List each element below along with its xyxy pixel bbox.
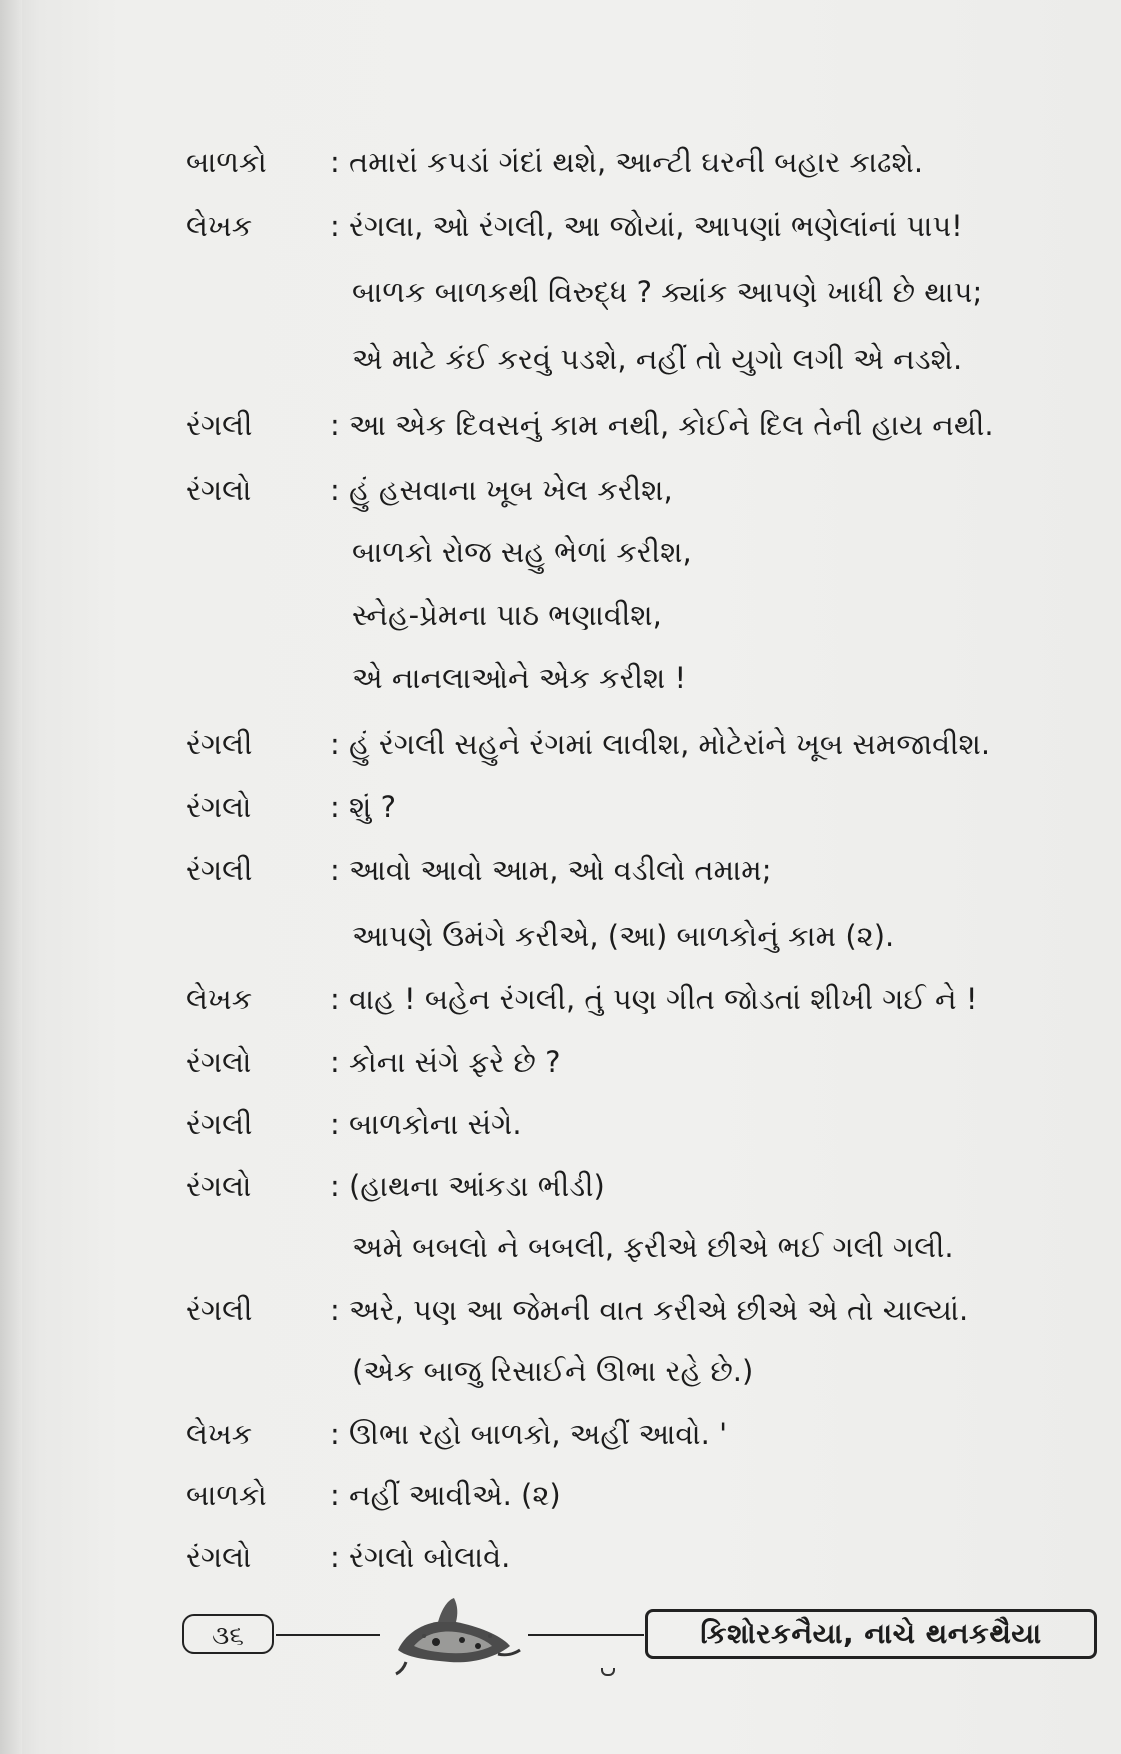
dialogue-line	[0, 204, 1121, 264]
dialogue-line	[0, 270, 1121, 330]
dialogue-line	[0, 337, 1121, 397]
speaker-name: રંગલી	[186, 727, 253, 761]
speech-text: : ઊભા રહો બાળકો, અહીં આવો. '	[330, 1417, 728, 1451]
speaker-name: રંગલો	[186, 1540, 252, 1574]
dialogue-line	[0, 785, 1121, 845]
dialogue-line	[0, 1288, 1121, 1348]
dialogue-line	[0, 1349, 1121, 1409]
dialogue-line	[0, 468, 1121, 528]
speech-text: એ માટે કંઈ કરવું પડશે, નહીં તો યુગો લગી એ નડશે.	[352, 342, 963, 376]
dialogue-line	[0, 140, 1121, 200]
speech-text: : રંગલા, ઓ રંગલી, આ જોયાં, આપણાં ભણેલાંનાં પાપ!	[330, 209, 963, 243]
speaker-name: રંગલી	[186, 853, 253, 887]
dialogue-line	[0, 1535, 1121, 1595]
dialogue-line	[0, 977, 1121, 1037]
dialogue-line	[0, 914, 1121, 974]
speaker-name: રંગલી	[186, 1107, 253, 1141]
dialogue-line	[0, 1102, 1121, 1162]
speaker-name: લેખક	[186, 982, 253, 1016]
speech-text: : આવો આવો આમ, ઓ વડીલો તમામ;	[330, 853, 772, 887]
speaker-name: બાળકો	[186, 145, 267, 179]
speech-text: : નહીં આવીએ. (૨)	[330, 1478, 561, 1512]
speaker-name: બાળકો	[186, 1478, 267, 1512]
speech-text: : તમારાં કપડાં ગંદાં થશે, આન્ટી ઘરની બહાર કાઢશે.	[330, 145, 924, 179]
dialogue-line	[0, 593, 1121, 653]
book-title: કિશોરકનૈયા, નાચે થનકથૈયા	[645, 1609, 1097, 1659]
speech-text: (એક બાજુ રિસાઈને ઊભા રહે છે.)	[352, 1354, 754, 1388]
speech-text: સ્નેહ-પ્રેમના પાઠ ભણાવીશ,	[352, 598, 662, 632]
speech-text: : હું હસવાના ખૂબ ખેલ કરીશ,	[330, 473, 673, 507]
speech-text: આપણે ઉમંગે કરીએ, (આ) બાળકોનું કામ (૨).	[352, 919, 895, 953]
speech-text: : શું ?	[330, 790, 396, 824]
speaker-name: રંગલો	[186, 1045, 252, 1079]
speech-text: બાળકો રોજ સહુ ભેળાં કરીશ,	[352, 535, 692, 569]
speech-text: બાળક બાળકથી વિરુદ્ધ ? ક્યાંક આપણે ખાધી છે થાપ;	[352, 275, 983, 309]
speaker-name: લેખક	[186, 209, 253, 243]
speech-text: એ નાનલાઓને એક કરીશ !	[352, 661, 687, 695]
dialogue-line	[0, 1164, 1121, 1224]
speaker-name: રંગલો	[186, 790, 252, 824]
speaker-name: લેખક	[186, 1417, 253, 1451]
dialogue-line	[0, 722, 1121, 782]
speaker-name: રંગલો	[186, 473, 252, 507]
speaker-name: રંગલો	[186, 1169, 252, 1203]
speech-text: : અરે, પણ આ જેમની વાત કરીએ છીએ એ તો ચાલ્યાં.	[330, 1293, 969, 1327]
speech-text: : હું રંગલી સહુને રંગમાં લાવીશ, મોટેરાંને ખૂબ સમજાવીશ.	[330, 727, 991, 761]
dialogue-line	[0, 1412, 1121, 1472]
speech-text: : (હાથના આંકડા ભીડી)	[330, 1169, 605, 1203]
dialogue-line	[0, 848, 1121, 908]
dialogue-line	[0, 1473, 1121, 1533]
speech-text: : રંગલો બોલાવે.	[330, 1540, 511, 1574]
dialogue-line	[0, 1040, 1121, 1100]
page-number: ૩૬	[182, 1614, 274, 1654]
speech-text: : કોના સંગે ફરે છે ?	[330, 1045, 561, 1079]
speech-text: : આ એક દિવસનું કામ નથી, કોઈને દિલ તેની હાય નથી.	[330, 408, 994, 442]
speech-text: : બાળકોના સંગે.	[330, 1107, 522, 1141]
dialogue-line	[0, 1225, 1121, 1285]
speech-text: અમે બબલો ને બબલી, ફરીએ છીએ ભઈ ગલી ગલી.	[352, 1230, 954, 1264]
speaker-name: રંગલી	[186, 1293, 253, 1327]
dialogue-line	[0, 530, 1121, 590]
speech-text: : વાહ ! બહેન રંગલી, તું પણ ગીત જોડતાં શીખી ગઈ ને !	[330, 982, 978, 1016]
dialogue-line	[0, 403, 1121, 463]
speaker-name: રંગલી	[186, 408, 253, 442]
dialogue-line	[0, 656, 1121, 716]
